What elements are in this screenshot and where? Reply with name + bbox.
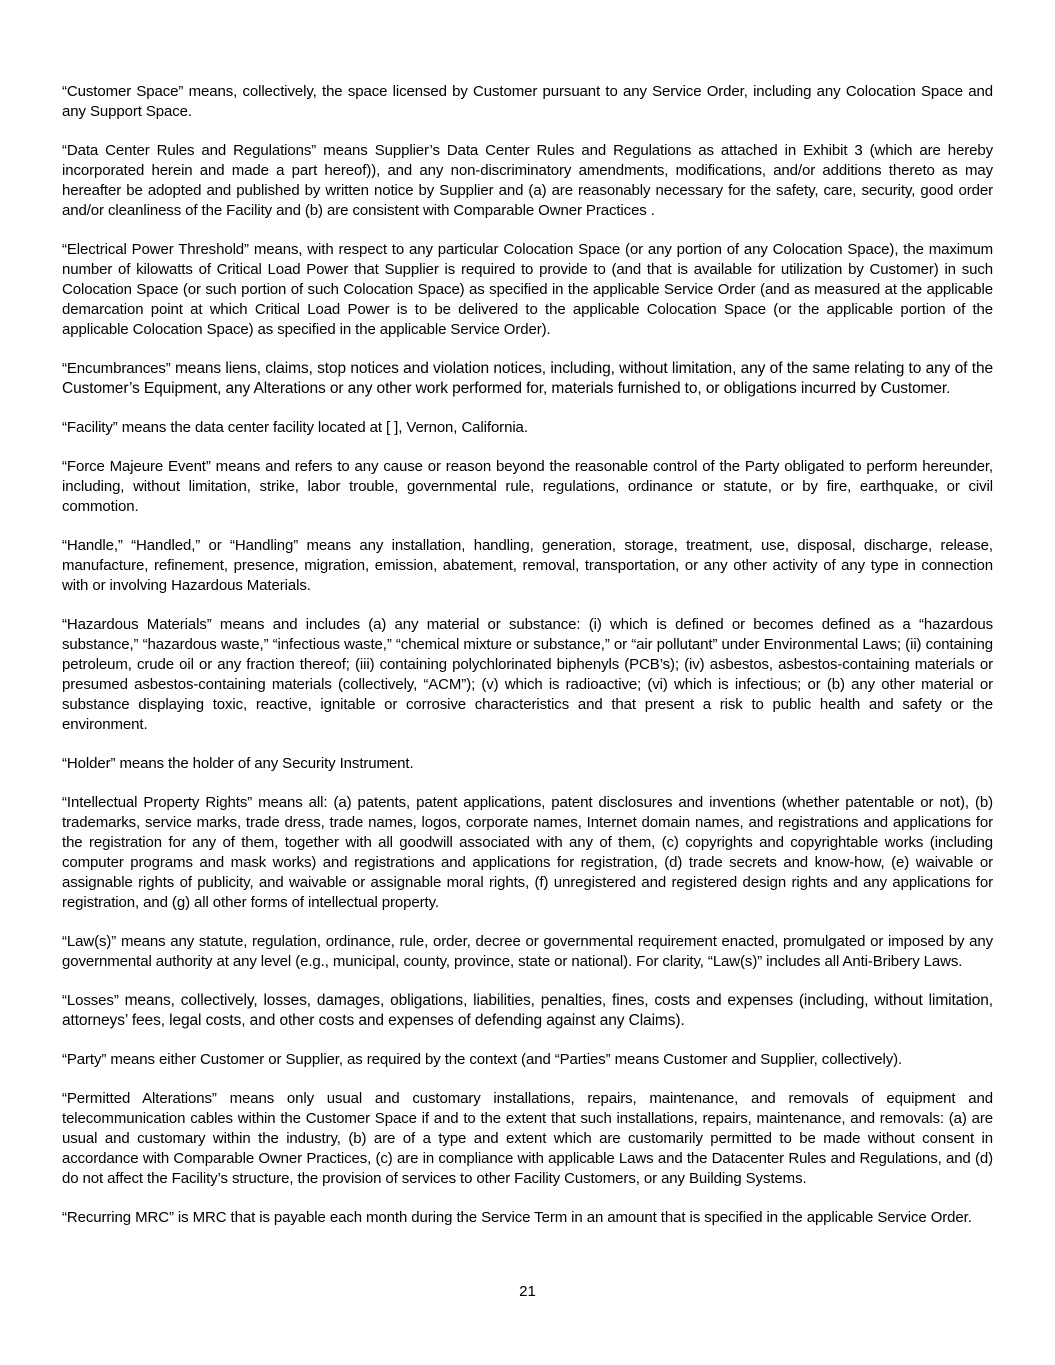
definition-text: means, collectively, the space licensed by Customer pursuant to any Service Order, including any Colocation Space and any Support Space. (62, 83, 993, 120)
definition-permitted-alterations (62, 1089, 993, 1189)
definition-text: is MRC that is payable each month during the Service Term in an amount that is specified in the applicable Service Order. (173, 1209, 972, 1226)
definition-term: “Recurring MRC” (62, 1209, 174, 1226)
definition-term: “Electrical Power Threshold” (62, 241, 249, 258)
definition-term: “Permitted Alterations” (62, 1090, 217, 1107)
definition-holder (62, 754, 993, 774)
document-page (62, 82, 993, 1247)
definition-hazardous-materials (62, 615, 993, 735)
definition-text: means, collectively, losses, damages, obligations, liabilities, penalties, fines, costs and expenses (including, without limitation, attorneys’ fees, legal costs, and other costs and expenses of defending against any Claims). (62, 992, 993, 1029)
definition-text: means the holder of any Security Instrument. (115, 755, 414, 772)
definition-customer-space (62, 82, 993, 122)
definition-term: “Handle,” “Handled,” or “Handling” (62, 537, 299, 554)
definition-term: “Law(s)” (62, 933, 117, 950)
definition-text: means any statute, regulation, ordinance, rule, order, decree or governmental requirement enacted, promulgated or imposed by any governmental authority at any level (e.g., municipal, county, province, state or national). For clarity, “Law(s)” includes all Anti-Bribery Laws. (62, 933, 993, 970)
definition-term: “Data Center Rules and Regulations” (62, 142, 317, 159)
definition-text: means Supplier’s Data Center Rules and Regulations as attached in Exhibit 3 (which are hereby incorporated herein and made a part hereof)), and any non-discriminatory amendments, modifications, and/or additions thereto as may hereafter be adopted and published by written notice by Supplier and (a) are reasonably necessary for the safety, care, security, good order and/or cleanliness of the Facility and (b) are consistent with Comparable Owner Practices . (62, 142, 994, 219)
definition-term: “Customer Space” (62, 83, 184, 100)
definition-term: “Facility” (62, 419, 118, 436)
definition-data-center-rules (62, 141, 993, 221)
definition-text: means either Customer or Supplier, as required by the context (and “Parties” means Customer and Supplier, collectively). (106, 1051, 903, 1068)
definition-text: means liens, claims, stop notices and violation notices, including, without limitation, any of the same relating to any of the Customer’s Equipment, any Alterations or any other work performed for, materials furnished to, or obligations incurred by Customer. (62, 360, 993, 397)
definition-text: means the data center facility located at [ ], Vernon, California. (117, 419, 528, 436)
definition-text: means and includes (a) any material or substance: (i) which is defined or becomes defined as a “hazardous substance,” “hazardous waste,” “infectious waste,” “chemical mixture or substance,” or “air pollutant” under Environmental Laws; (ii) containing petroleum, crude oil or any fraction thereof; (iii) containing polychlorinated biphenyls (PCB’s); (iv) asbestos, asbestos-containing materials or presumed asbestos-containing materials (collectively, “ACM”); (v) which is radioactive; (vi) which is infectious; or (b) any other material or substance displaying toxic, reactive, ignitable or corrosive characteristics and that present a risk to public health and safety or the environment. (62, 616, 993, 733)
definition-facility (62, 418, 993, 438)
definition-force-majeure-event (62, 457, 993, 517)
definition-text: means and refers to any cause or reason beyond the reasonable control of the Party obligated to perform hereunder, including, without limitation, strike, labor trouble, governmental rule, regulations, ordinance or statute, or by fire, earthquake, or civil commotion. (62, 458, 993, 515)
definition-recurring-mrc (62, 1208, 993, 1228)
definition-text: means all: (a) patents, patent applications, patent disclosures and inventions (whether patentable or not), (b) trademarks, service marks, trade dress, trade names, logos, corporate names, Internet domain names, and registrations and applications for the registration for any of them, together with all goodwill associated with any of them, (c) copyrights and copyrightable works (including computer programs and mask works) and registrations and applications for registration, (d) trade secrets and know-how, (e) waivable or assignable rights of publicity, and waivable or assignable moral rights, (f) unregistered and registered design rights and any applications for registration, and (g) all other forms of intellectual property. (62, 794, 994, 911)
page-number: 21 (519, 1283, 536, 1300)
definition-term: “Losses” (62, 992, 119, 1009)
definition-term: “Force Majeure Event” (62, 458, 211, 475)
definition-handle (62, 536, 993, 596)
definition-encumbrances (62, 359, 993, 399)
definition-term: “Hazardous Materials” (62, 616, 212, 633)
definition-term: “Encumbrances” (62, 360, 171, 377)
definition-intellectual-property-rights (62, 793, 993, 913)
definition-laws (62, 932, 993, 972)
definition-term: “Holder” (62, 755, 116, 772)
definition-losses (62, 991, 993, 1031)
definition-term: “Intellectual Property Rights” (62, 794, 253, 811)
definition-electrical-power-threshold (62, 240, 993, 340)
definition-party (62, 1050, 993, 1070)
definition-text: means any installation, handling, generation, storage, treatment, use, disposal, discharge, release, manufacture, refinement, presence, migration, emission, abatement, removal, transportation, or any other activity of any type in connection with or involving Hazardous Materials. (62, 537, 993, 594)
definition-term: “Party” (62, 1051, 107, 1068)
definition-text: means, with respect to any particular Colocation Space (or any portion of any Colocation Space), the maximum number of kilowatts of Critical Load Power that Supplier is required to provide to (and that is available for utilization by Customer) in such Colocation Space (or such portion of such Colocation Space) as specified in the applicable Service Order (and as measured at the applicable demarcation point at which Critical Load Power is to be delivered to the applicable Colocation Space (or the applicable portion of the applicable Colocation Space) as specified in the applicable Service Order). (62, 241, 993, 338)
definition-text: means only usual and customary installations, repairs, maintenance, and removals of equipment and telecommunication cables within the Customer Space if and to the extent that such installations, repairs, maintenance, and removals: (a) are usual and customary within the industry, (b) are of a type and extent which are customarily permitted to be made without consent in accordance with Comparable Owner Practices, (c) are in compliance with applicable Laws and the Datacenter Rules and Regulations, and (d) do not affect the Facility’s structure, the provision of services to other Facility Customers, or any Building Systems. (62, 1090, 993, 1187)
